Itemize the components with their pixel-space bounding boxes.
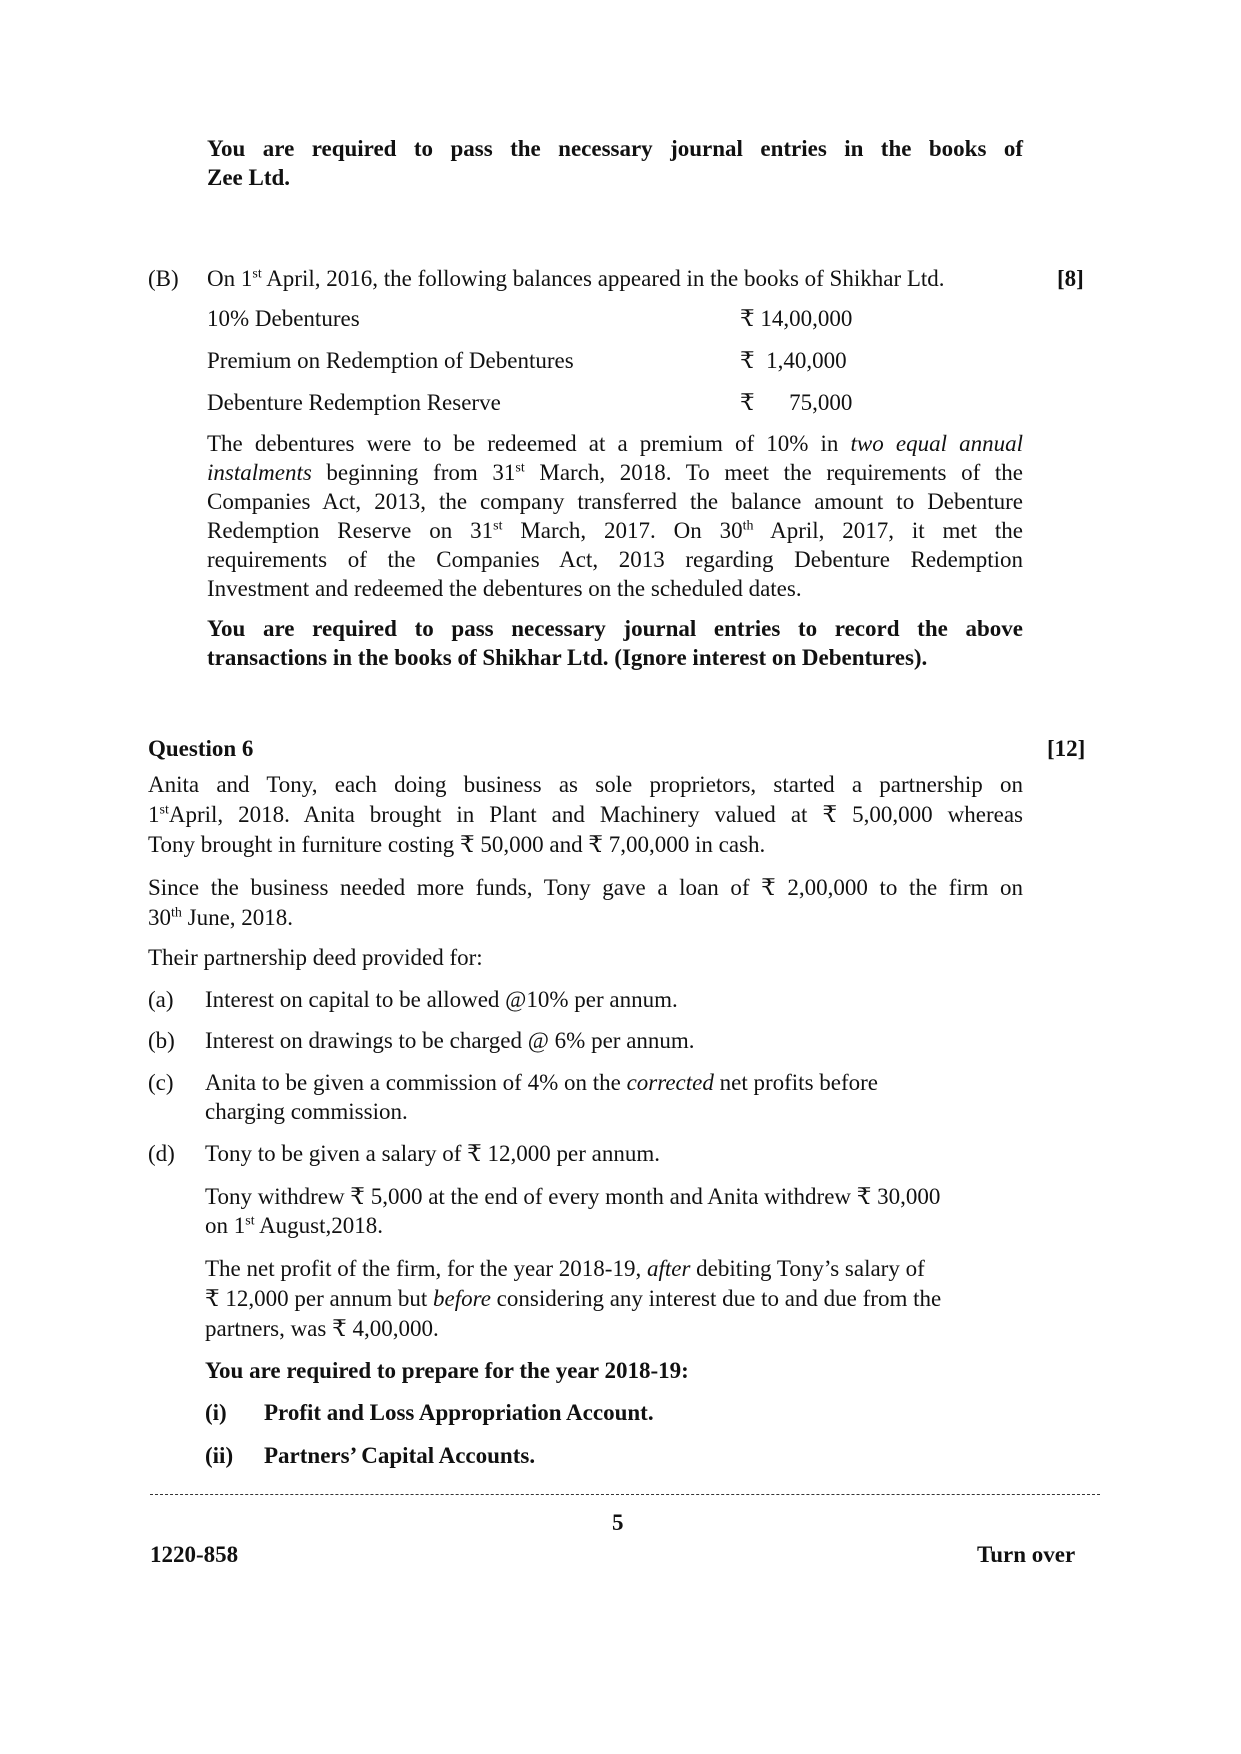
part-a-instruction-cont: Zee Ltd. [207,165,291,190]
net-profit-line: ₹ 12,000 per annum but before considering any interest due to and due from the [205,1286,942,1311]
balance-name: Premium on Redemption of Debentures [207,348,574,373]
item-label: (d) [148,1141,175,1166]
withdrawals-line: Tony withdrew ₹ 5,000 at the end of every month and Anita withdrew ₹ 30,000 [205,1184,941,1209]
part-b-para-line: Investment and redeemed the debentures on the scheduled dates. [207,576,802,601]
item-text: Interest on drawings to be charged @ 6% per annum. [205,1028,695,1053]
part-b-para-line: The debentures were to be redeemed at a premium of 10% in two equal annual [207,431,1023,456]
sub-label: (i) [205,1400,227,1425]
item-label: (a) [148,987,174,1012]
sub-text: Partners’ Capital Accounts. [264,1443,536,1468]
item-label: (b) [148,1028,175,1053]
net-profit-line: The net profit of the firm, for the year 2018-19, after debiting Tony’s salary of [205,1256,925,1281]
balance-amount: ₹ 75,000 [740,390,853,415]
deed-intro: Their partnership deed provided for: [148,945,483,970]
balance-name: Debenture Redemption Reserve [207,390,501,415]
q6-para-line: Since the business needed more funds, Tony gave a loan of ₹ 2,00,000 to the firm on [148,875,1023,900]
item-text: Tony to be given a salary of ₹ 12,000 per annum. [205,1141,661,1166]
item-text-cont: charging commission. [205,1099,408,1124]
page-number: 5 [612,1510,624,1535]
q6-para-line: 1stApril, 2018. Anita brought in Plant and Machinery valued at ₹ 5,00,000 whereas [148,802,1023,827]
part-b-para-line: instalments beginning from 31st March, 2018. To meet the requirements of the [207,460,1023,485]
q6-para-line: 30th June, 2018. [148,905,294,930]
item-label: (c) [148,1070,174,1095]
q6-para-line: Tony brought in furniture costing ₹ 50,000 and ₹ 7,00,000 in cash. [148,832,766,857]
balance-amount: ₹ 14,00,000 [740,306,853,331]
question-marks: [12] [1047,736,1086,761]
sub-text: Profit and Loss Appropriation Account. [264,1400,654,1425]
part-b-marks: [8] [1057,266,1084,291]
sub-label: (ii) [205,1443,234,1468]
question-title: Question 6 [148,736,254,761]
part-a-instruction: You are required to pass the necessary journal entries in the books of [207,136,1023,161]
prepare-instruction: You are required to prepare for the year 2018-19: [205,1358,689,1383]
item-text: Interest on capital to be allowed @10% per annum. [205,987,678,1012]
q6-para-line: Anita and Tony, each doing business as sole proprietors, started a partnership on [148,772,1023,797]
balance-name: 10% Debentures [207,306,360,331]
net-profit-line: partners, was ₹ 4,00,000. [205,1316,439,1341]
part-b-intro: On 1st April, 2016, the following balances appeared in the books of Shikhar Ltd. [207,266,945,291]
footer-divider [150,1494,1100,1495]
part-b-instruction-cont: transactions in the books of Shikhar Ltd. (Ignore interest on Debentures). [207,645,928,670]
part-b-para-line: Redemption Reserve on 31st March, 2017. On 30th April, 2017, it met the [207,518,1023,543]
paper-code: 1220-858 [150,1542,239,1567]
part-b-label: (B) [148,266,179,291]
part-b-para-line: requirements of the Companies Act, 2013 regarding Debenture Redemption [207,547,1023,572]
balance-amount: ₹ 1,40,000 [740,348,847,373]
part-b-para-line: Companies Act, 2013, the company transferred the balance amount to Debenture [207,489,1023,514]
item-text: Anita to be given a commission of 4% on the corrected net profits before [205,1070,879,1095]
turn-over: Turn over [977,1542,1076,1567]
withdrawals-line: on 1st August,2018. [205,1213,384,1238]
part-b-instruction: You are required to pass necessary journal entries to record the above [207,616,1023,641]
